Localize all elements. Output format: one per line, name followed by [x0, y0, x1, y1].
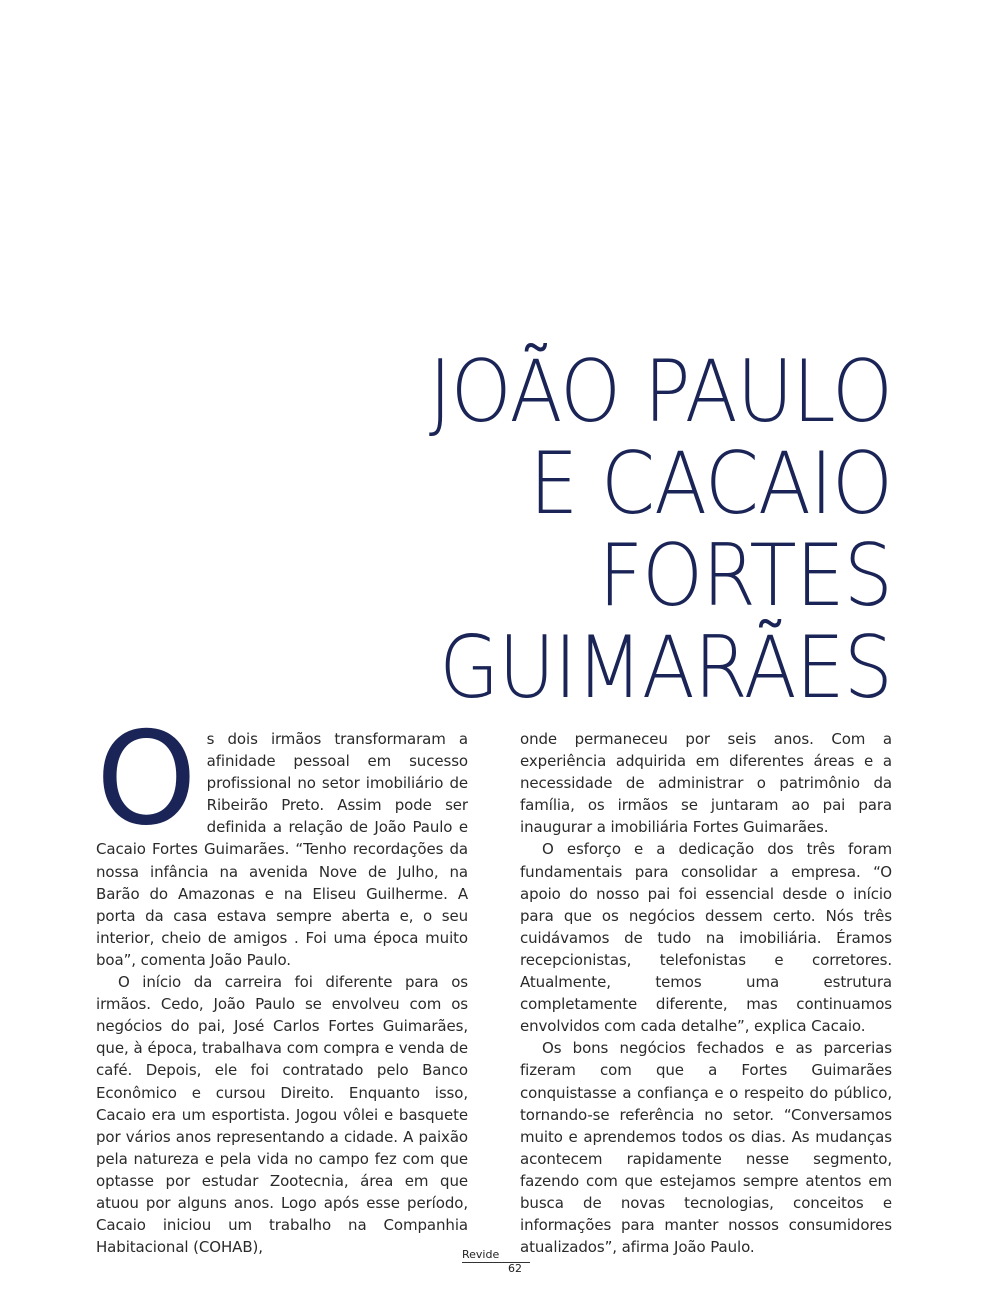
- article-title: [341, 341, 892, 718]
- drop-cap: O: [96, 705, 197, 854]
- article-paragraph-1: [96, 705, 468, 971]
- title-line-4: GUIMARÃES: [439, 617, 892, 718]
- magazine-name: Revide: [462, 1248, 500, 1261]
- title-line-2: E CACAIO: [529, 433, 892, 534]
- title-line-1: JOÃO PAULO: [428, 341, 892, 442]
- article-paragraph-2: O início da carreira foi diferente para os irmãos. Cedo, João Paulo se envolveu com os negócios do pai, José Carlos Fortes Guimarães, que, à época, trabalhava com compra e venda de café. Depois, ele foi contratado pelo Banco Econômico e cursou Direito. Enquanto isso, Cacaio era um esportista. Jogou vôlei e basquete por vários anos representando a cidade. A paixão pela natureza e pela vida no campo fez com que optasse por estudar Zootecnia, área em que atuou por alguns anos. Logo após esse período, Cacaio iniciou um trabalho na Companhia Habitacional (COHAB),: [96, 973, 468, 1257]
- article-paragraph-3: onde permaneceu por seis anos. Com a experiência adquirida em diferentes áreas e a necessidade de administrar o patrimônio da família, os irmãos se juntaram ao pai para inaugurar a imobiliária Fortes Guimarães.: [520, 730, 892, 837]
- article-left-column: [96, 705, 468, 1258]
- paragraph-1-text: s dois irmãos transformaram a afinidade pessoal em sucesso profissional no setor imobiliário de Ribeirão Preto. Assim pode ser definida a relação de João Paulo e Cacaio Fortes Guimarães. “Tenho recordações da nossa infância na avenida Nove de Julho, na Barão do Amazonas e na Eliseu Guilherme. A porta da casa estava sempre aberta e, o seu interior, cheio de amigos . Foi uma época muito boa”, comenta João Paulo.: [96, 730, 468, 969]
- article-paragraph-5: Os bons negócios fechados e as parcerias fizeram com que a Fortes Guimarães conquistasse a confiança e o respeito do público, tornando-se referência no setor. “Conversamos muito e aprendemos todos os dias. As mudanças acontecem rapidamente nesse segmento, fazendo com que estejamos sempre atentos em busca de novas tecnologias, conceitos e informações para manter nossos consumidores atualizados”, afirma João Paulo.: [520, 1039, 892, 1257]
- page-number: 62: [508, 1262, 522, 1275]
- page-footer: [462, 1248, 534, 1275]
- title-line-3: FORTES: [598, 525, 892, 626]
- article-right-column: [520, 728, 892, 1258]
- article-paragraph-4: O esforço e a dedicação dos três foram fundamentais para consolidar a empresa. “O apoio do nosso pai foi essencial desde o início para que os negócios dessem certo. Nós três cuidávamos de tudo na imobiliária. Éramos recepcionistas, telefonistas e corretores. Atualmente, temos uma estrutura completamente diferente, mas continuamos envolvidos com cada detalhe”, explica Cacaio.: [520, 840, 892, 1036]
